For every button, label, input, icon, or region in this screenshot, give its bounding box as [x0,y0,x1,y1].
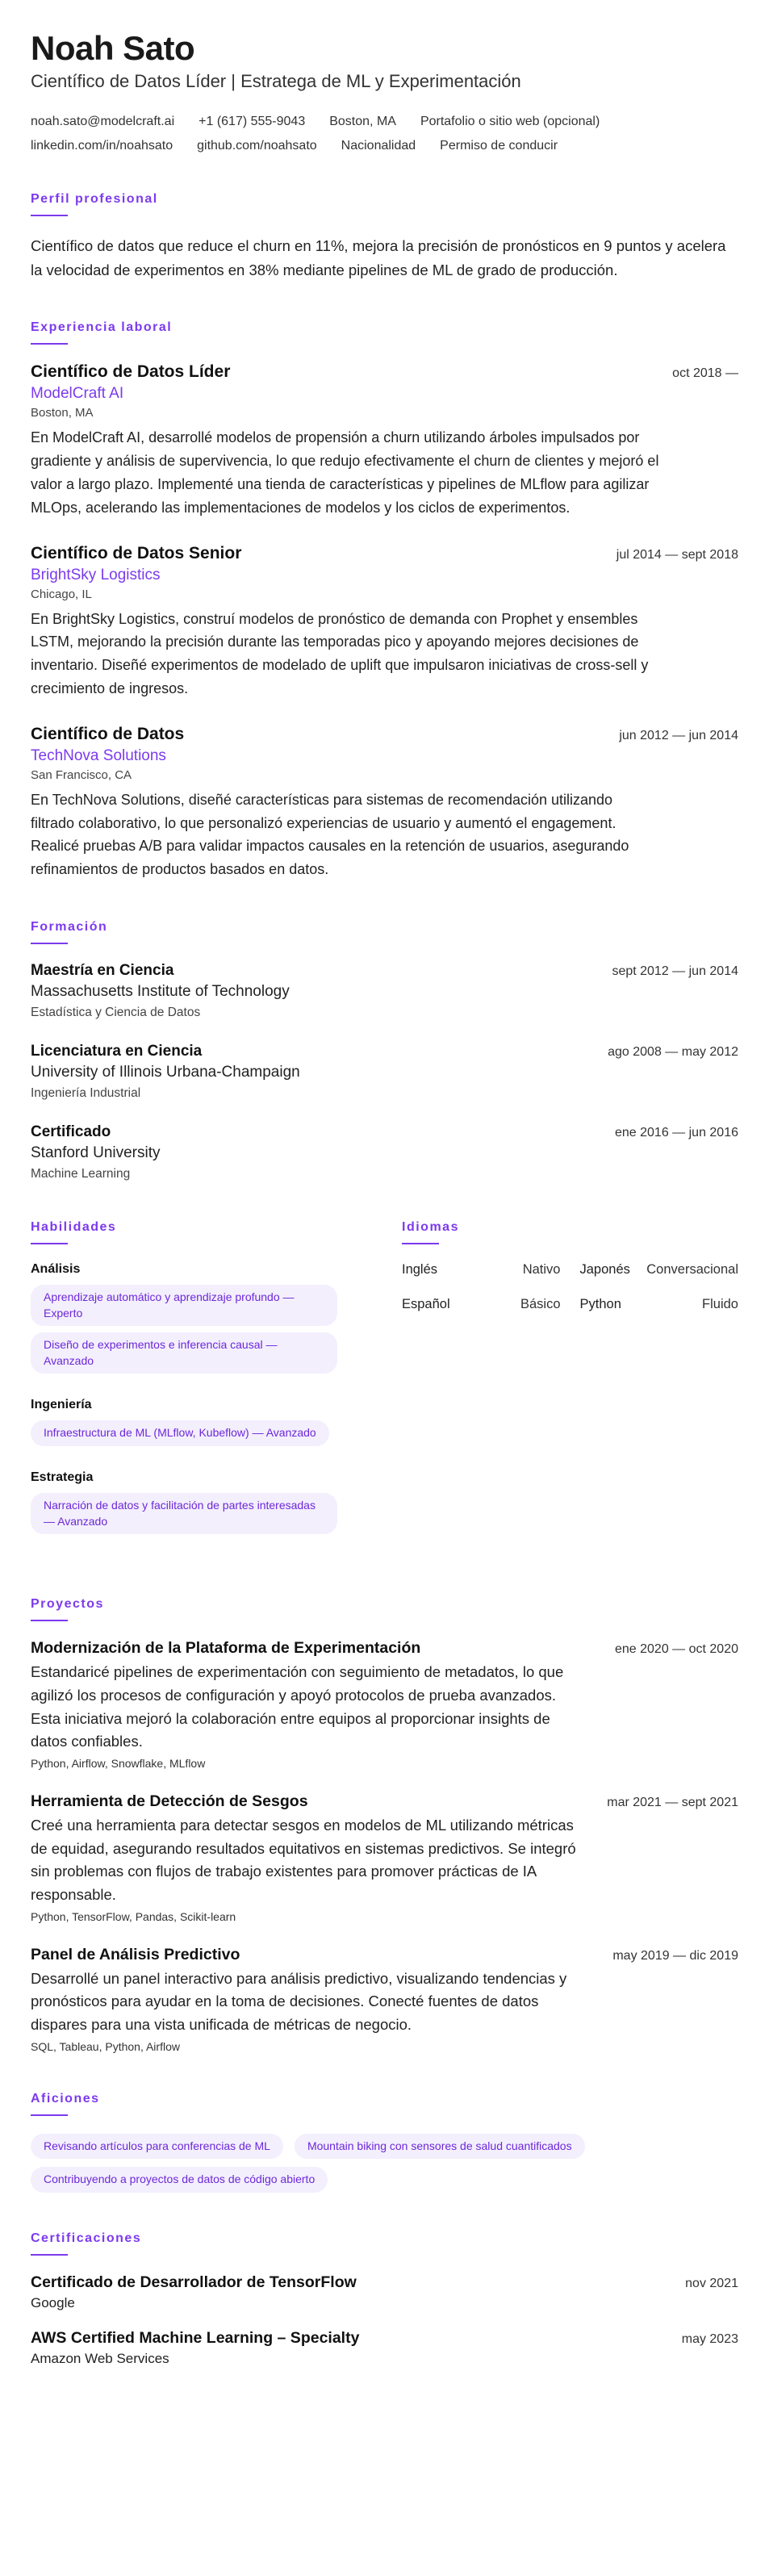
candidate-headline: Científico de Datos Líder | Estratega de ML y Experimentación [31,71,521,92]
education-entry [31,962,738,1020]
skill-tag: Infraestructura de ML (MLflow, Kubeflow) — Avanzado [31,1420,329,1446]
skill-tag: Diseño de experimentos e inferencia causal — Avanzado [31,1332,337,1374]
job-dates: jun 2012 — jun 2014 [619,728,738,742]
section-divider [402,1243,439,1244]
education-field: Machine Learning [31,1167,131,1181]
skill-tag: Aprendizaje automático y aprendizaje profundo — Experto [31,1285,337,1326]
skill-group-engineering [31,1398,370,1453]
section-title-profile: Perfil profesional [31,192,158,207]
skill-group-title: Ingeniería [31,1398,92,1412]
section-divider [31,1243,68,1244]
contact-portfolio[interactable]: Portafolio o sitio web (opcional) [420,115,600,129]
education-dates: sept 2012 — jun 2014 [612,964,738,979]
certifications-section [31,2231,738,2367]
contact-email[interactable]: noah.sato@modelcraft.ai [31,115,175,129]
section-divider [31,2114,68,2116]
education-school: Massachusetts Institute of Technology [31,983,290,1001]
skill-group-title: Análisis [31,1262,81,1277]
education-dates: ago 2008 — may 2012 [608,1045,738,1060]
section-title-skills: Habilidades [31,1220,117,1235]
job-dates: jul 2014 — sept 2018 [616,547,738,562]
project-tech-stack: SQL, Tableau, Python, Airflow [31,2039,180,2053]
job-company: TechNova Solutions [31,746,166,764]
job-description: En TechNova Solutions, diseñé características para sistemas de recomendación utilizando filtrado colaborativo, lo que personalizó experiencias de usuario y aumentó el engagement. Realicé pruebas A/B para validar impactos causales en la retención de usuarios, asegurando refinamientos de productos basados en datos. [31,791,629,878]
certification-title: Certificado de Desarrollador de TensorFlow [31,2273,357,2291]
contact-nationality: Nacionalidad [341,139,416,153]
section-divider [31,215,68,216]
experience-entry [31,544,738,700]
job-title: Científico de Datos Líder [31,362,231,382]
job-dates: oct 2018 — [672,366,738,381]
skills-section [31,1220,370,1558]
job-title: Científico de Datos [31,724,185,743]
interest-tag: Contribuyendo a proyectos de datos de código abierto [31,2167,328,2193]
language-level: Básico [520,1297,561,1312]
certification-title: AWS Certified Machine Learning – Specialty [31,2328,360,2347]
section-divider [31,2254,68,2256]
education-degree: Maestría en Ciencia [31,962,174,980]
contact-linkedin[interactable]: linkedin.com/in/noahsato [31,139,173,153]
skill-tag: Narración de datos y facilitación de partes interesadas — Avanzado [31,1493,337,1534]
education-school: University of Illinois Urbana-Champaign [31,1064,300,1081]
section-divider [31,343,68,345]
language-name: Python [579,1297,621,1312]
experience-section [31,320,738,881]
projects-section [31,1597,738,2052]
languages-grid [402,1262,738,1312]
interest-tag: Mountain biking con sensores de salud cuantificados [295,2134,585,2160]
education-degree: Certificado [31,1123,111,1141]
job-location: Boston, MA [31,406,94,420]
project-description: Desarrollé un panel interactivo para análisis predictivo, visualizando tendencias y pronósticos para ayudar en la toma de decisiones. Conecté fuentes de datos dispares para una vista unificada de métricas de negocio. [31,1969,567,2033]
education-entry [31,1043,738,1101]
project-dates: mar 2021 — sept 2021 [607,1795,738,1809]
project-description: Creé una herramienta para detectar sesgos en modelos de ML utilizando métricas de equidad, asegurando resultados equitativos en sistemas predictivos. Se integró sin problemas con flujos de trabajo existentes para promover prácticas de IA responsable. [31,1816,576,1903]
skill-group-strategy [31,1470,370,1541]
section-title-experience: Experiencia laboral [31,320,173,335]
job-company: BrightSky Logistics [31,566,161,583]
project-tech-stack: Python, TensorFlow, Pandas, Scikit-learn [31,1909,236,1923]
language-level: Fluido [702,1297,738,1312]
section-divider [31,1620,68,1621]
project-title: Herramienta de Detección de Sesgos [31,1792,308,1810]
experience-entry [31,362,738,519]
job-company: ModelCraft AI [31,385,124,403]
language-item [402,1262,561,1278]
skills-languages-row [31,1220,738,1558]
education-section [31,920,738,1181]
certification-date: may 2023 [681,2331,738,2346]
contact-phone[interactable]: +1 (617) 555-9043 [199,115,306,129]
certification-issuer: Amazon Web Services [31,2350,169,2366]
contact-location: Boston, MA [329,115,396,129]
language-name: Inglés [402,1262,438,1278]
interests-tags [31,2134,738,2193]
project-title: Panel de Análisis Predictivo [31,1945,240,1963]
resume-header [31,29,738,153]
certification-date: nov 2021 [685,2276,738,2290]
job-description: En BrightSky Logistics, construí modelos de pronóstico de demanda con Prophet y ensembles LSTM, mejorando la precisión durante las temporadas pico y apoyando mejores decisiones de inventario. Diseñé experimentos de modelado de uplift que impulsaron iniciativas de cross-sell y crecimiento de ingresos. [31,610,649,697]
skill-group-analysis [31,1262,370,1380]
education-school: Stanford University [31,1144,161,1162]
candidate-name: Noah Sato [31,29,195,67]
language-item [580,1262,739,1278]
job-location: San Francisco, CA [31,767,132,782]
profile-section [31,192,738,282]
contact-row-1 [31,115,738,129]
contact-driving-license: Permiso de conducir [440,139,558,153]
contact-row-2 [31,139,738,153]
project-entry [31,1792,738,1923]
experience-entry [31,725,738,881]
certification-entry [31,2329,738,2367]
education-degree: Licenciatura en Ciencia [31,1043,203,1060]
education-entry [31,1123,738,1181]
language-level: Conversacional [646,1262,738,1278]
interests-section [31,2092,738,2193]
job-title: Científico de Datos Senior [31,543,242,562]
certification-entry [31,2273,738,2311]
language-level: Nativo [522,1262,561,1278]
language-name: Español [402,1297,450,1312]
contact-github[interactable]: github.com/noahsato [197,139,317,153]
project-dates: may 2019 — dic 2019 [612,1948,738,1963]
section-title-projects: Proyectos [31,1597,104,1612]
project-tech-stack: Python, Airflow, Snowflake, MLflow [31,1756,206,1770]
section-title-languages: Idiomas [402,1220,459,1235]
section-divider [31,943,68,944]
section-title-interests: Aficiones [31,2091,100,2106]
project-title: Modernización de la Plataforma de Experimentación [31,1639,421,1658]
project-entry [31,1946,738,2053]
job-description: En ModelCraft AI, desarrollé modelos de propensión a churn utilizando árboles impulsados por gradiente y análisis de supervivencia, lo que redujo efectivamente el churn de clientes y mejoró el valor a largo plazo. Implementé una tienda de características y pipelines de MLflow para agilizar MLOps, acelerando las implementaciones de modelos y los ciclos de experimentos. [31,429,659,516]
section-title-certifications: Certificaciones [31,2231,142,2245]
interest-tag: Revisando artículos para conferencias de ML [31,2134,283,2160]
language-item [402,1297,561,1312]
section-title-education: Formación [31,920,108,935]
project-entry [31,1639,738,1770]
education-dates: ene 2016 — jun 2016 [614,1126,738,1140]
education-field: Ingeniería Industrial [31,1086,141,1101]
profile-summary: Científico de datos que reduce el churn en 11%, mejora la precisión de pronósticos en 9 puntos y acelera la velocidad de experimentos en 38% mediante pipelines de ML de grado de producción. [31,237,726,278]
certification-issuer: Google [31,2294,75,2310]
skill-group-title: Estrategia [31,1470,94,1485]
project-dates: ene 2020 — oct 2020 [614,1642,738,1657]
education-field: Estadística y Ciencia de Datos [31,1006,201,1020]
project-description: Estandaricé pipelines de experimentación con seguimiento de metadatos, lo que agilizó los procesos de configuración y apoyó protocolos de prueba avanzados. Esta iniciativa mejoró la colaboración entre equipos al proporcionar insights de datos confiables. [31,1663,564,1750]
language-item [580,1297,739,1312]
job-location: Chicago, IL [31,587,92,601]
languages-section [402,1220,738,1558]
language-name: Japonés [579,1262,630,1278]
